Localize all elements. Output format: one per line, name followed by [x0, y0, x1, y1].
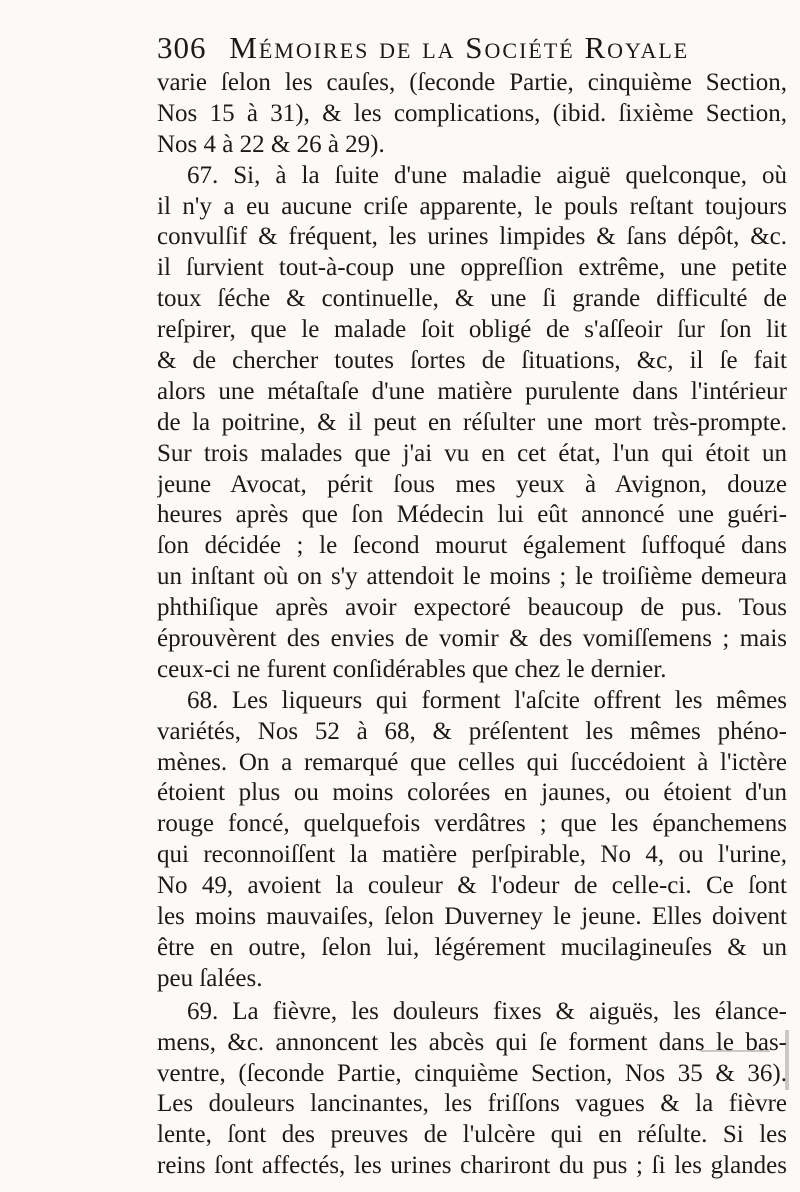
text-line: varie ſelon les cauſes, (ſeconde Partie, cinquième Section, [157, 69, 787, 96]
text-line: être en outre, ſelon lui, légérement mucilagineuſes & un [157, 933, 787, 961]
text-line: il ſurvient tout-à-coup une oppreſſion extrême, une petite [157, 254, 787, 282]
text-line: peu ſalées. [157, 964, 263, 992]
bleed-through-mark [785, 1030, 789, 1090]
paragraph-68-start: 68. Les liqueurs qui forment l'aſcite offrent les mêmes [187, 686, 787, 714]
paragraph-69-start: 69. La fièvre, les douleurs fixes & aiguës, les élance- [187, 997, 787, 1025]
body-text [157, 68, 787, 1182]
text-line: convulſif & fréquent, les urines limpides & ſans dépôt, &c. [157, 223, 787, 251]
text-line: mens, &c. annoncent les abcès qui ſe forment dans le bas- [157, 1028, 787, 1056]
text-line: Nos 15 à 31), & les complications, (ibid. ſixième Section, [157, 99, 787, 127]
text-line: toux ſéche & continuelle, & une ſi grande difficulté de [157, 285, 787, 313]
text-line: variétés, Nos 52 à 68, & préſentent les mêmes phéno- [157, 717, 787, 745]
text-line: alors une métaſtaſe d'une matière purulente dans l'intérieur [157, 377, 787, 405]
text-line: lente, ſont des preuves de l'ulcère qui en réſulte. Si les [157, 1121, 787, 1149]
text-line: les moins mauvaiſes, ſelon Duverney le jeune. Elles doivent [157, 903, 787, 931]
text-line: qui reconnoiſſent la matière perſpirable, No 4, ou l'urine, [157, 841, 787, 869]
text-line: rouge foncé, quelquefois verdâtres ; que les épanchemens [157, 810, 787, 838]
text-line: heures après que ſon Médecin lui eût annoncé une guéri- [157, 501, 787, 529]
text-line: ventre, (ſeconde Partie, cinquième Section, Nos 35 & 36). [157, 1059, 787, 1087]
running-title: Mémoires de la Société Royale [229, 30, 690, 65]
text-line: No 49, avoient la couleur & l'odeur de celle-ci. Ce ſont [157, 872, 787, 900]
running-head [157, 30, 787, 70]
text-line: phthiſique après avoir expectoré beaucoup de pus. Tous [157, 594, 787, 622]
page-number: 306 [157, 30, 207, 65]
text-line: éprouvèrent des envies de vomir & des vomiſſemens ; mais [157, 625, 787, 653]
text-line: ſon décidée ; le ſecond mourut également ſuffoqué dans [157, 532, 787, 560]
text-line: un inſtant où on s'y attendoit le moins ; le troiſième demeura [157, 563, 787, 591]
text-line: Les douleurs lancinantes, les friſſons vagues & la fièvre [157, 1090, 787, 1118]
paragraph-67-start: 67. Si, à la ſuite d'une maladie aiguë quelconque, où [187, 161, 787, 189]
text-line: jeune Avocat, périt ſous mes yeux à Avignon, douze [157, 470, 787, 498]
text-line: reſpirer, que le malade ſoit obligé de s'aſſeoir ſur ſon lit [157, 316, 787, 344]
text-line: mènes. On a remarqué que celles qui ſuccédoient à l'ictère [157, 748, 787, 776]
text-line: reins ſont affectés, les urines chariront du pus ; ſi les glandes [157, 1152, 787, 1180]
text-line: étoient plus ou moins colorées en jaunes, ou étoient d'un [157, 779, 787, 807]
text-line: il n'y a eu aucune criſe apparente, le pouls reſtant toujours [157, 192, 787, 220]
text-line: ceux-ci ne furent conſidérables que chez le dernier. [157, 655, 667, 683]
text-line: de la poitrine, & il peut en réſulter une mort très-prompte. [157, 408, 787, 436]
bleed-through-mark [700, 1050, 770, 1052]
text-line: & de chercher toutes ſortes de ſituations, &c, il ſe fait [157, 347, 787, 375]
text-line: Nos 4 à 22 & 26 à 29). [157, 130, 385, 158]
text-line: Sur trois malades que j'ai vu en cet état, l'un qui étoit un [157, 439, 787, 467]
